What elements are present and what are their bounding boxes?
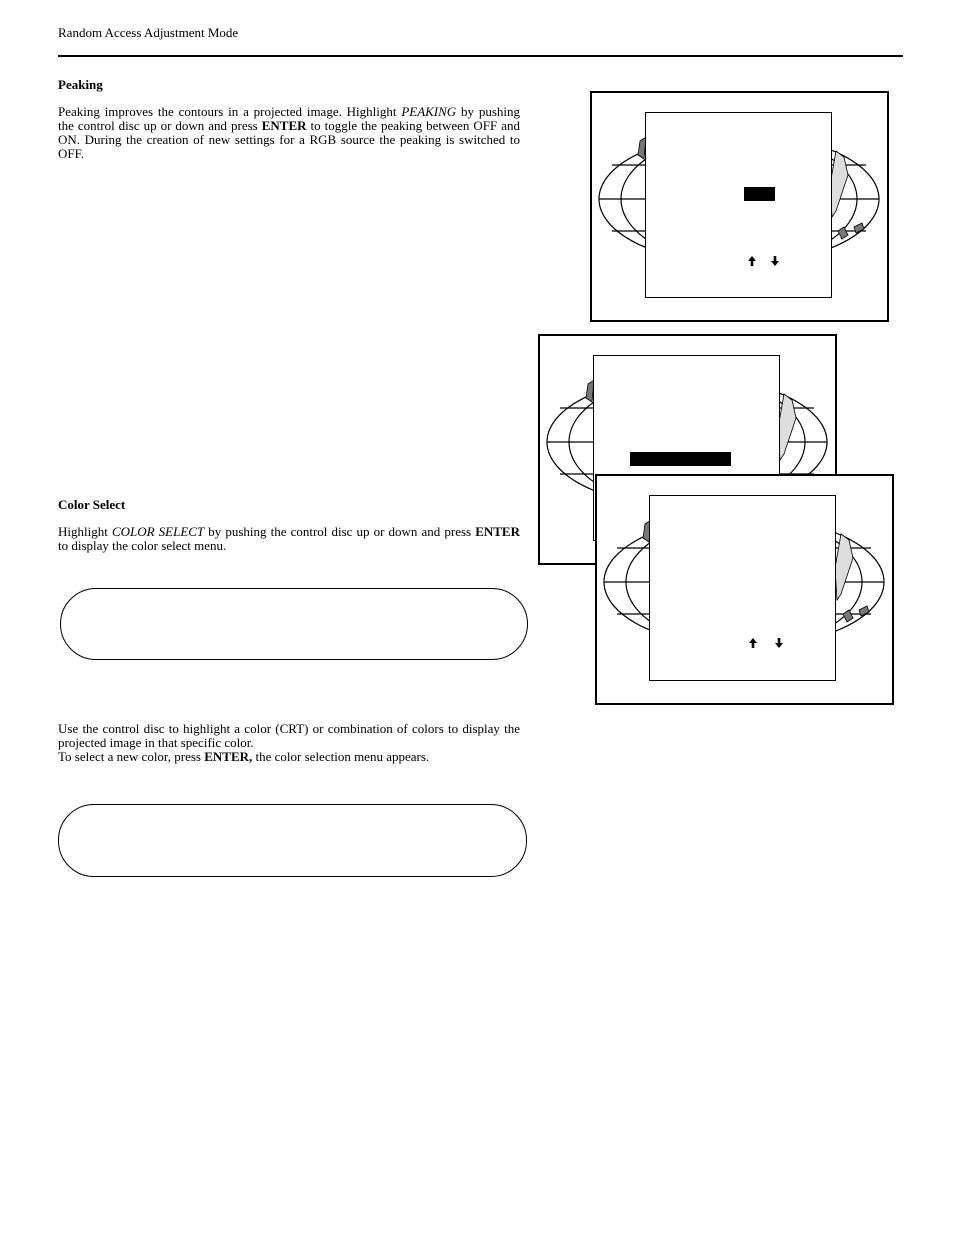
usage-line-2-a: To select a new color, press [58, 749, 205, 764]
color-select-heading: Color Select [58, 497, 126, 512]
usage-line-2 [58, 750, 520, 764]
peaking-keyword: PEAKING [401, 104, 457, 119]
color-select-text-2: by pushing the control disc up or down and press [204, 524, 476, 539]
note-box [60, 588, 528, 660]
note-box [58, 804, 527, 877]
peaking-text-3: to toggle the peaking between OFF and ON. During the creation of new settings for a RGB source the peaking is switched to OFF. [58, 118, 520, 161]
usage-enter-key: ENTER, [204, 749, 253, 764]
menu-screen [649, 495, 836, 681]
peaking-text-1: Peaking improves the contours in a projected image. Highlight [58, 104, 402, 119]
usage-line-1: Use the control disc to highlight a color (CRT) or combination of colors to display the projected image in that specific color. [58, 721, 520, 750]
color-select-menu-figure [595, 474, 894, 705]
color-select-enter-key: ENTER [475, 524, 520, 539]
header-divider [58, 55, 903, 57]
peaking-paragraph [58, 105, 520, 161]
arrow-down-icon [769, 255, 781, 267]
menu-highlight-bar [630, 452, 731, 466]
page-header-title: Random Access Adjustment Mode [58, 25, 239, 40]
color-select-text-1: Highlight [58, 524, 112, 539]
color-select-text-3: to display the color select menu. [58, 538, 227, 553]
peaking-heading: Peaking [58, 77, 103, 92]
peaking-text-2: by pushing the control disc up or down and press [58, 104, 520, 133]
color-select-keyword: COLOR SELECT [111, 524, 205, 539]
color-select-paragraph [58, 525, 520, 553]
menu-screen [645, 112, 832, 298]
usage-line-2-b: the color selection menu appears. [252, 749, 430, 764]
peaking-menu-figure [590, 91, 889, 322]
arrow-up-icon [746, 255, 758, 267]
usage-paragraph [58, 722, 520, 764]
menu-highlight-bar [744, 187, 775, 201]
peaking-enter-key: ENTER [261, 118, 307, 133]
arrow-down-icon [773, 637, 785, 649]
arrow-up-icon [747, 637, 759, 649]
